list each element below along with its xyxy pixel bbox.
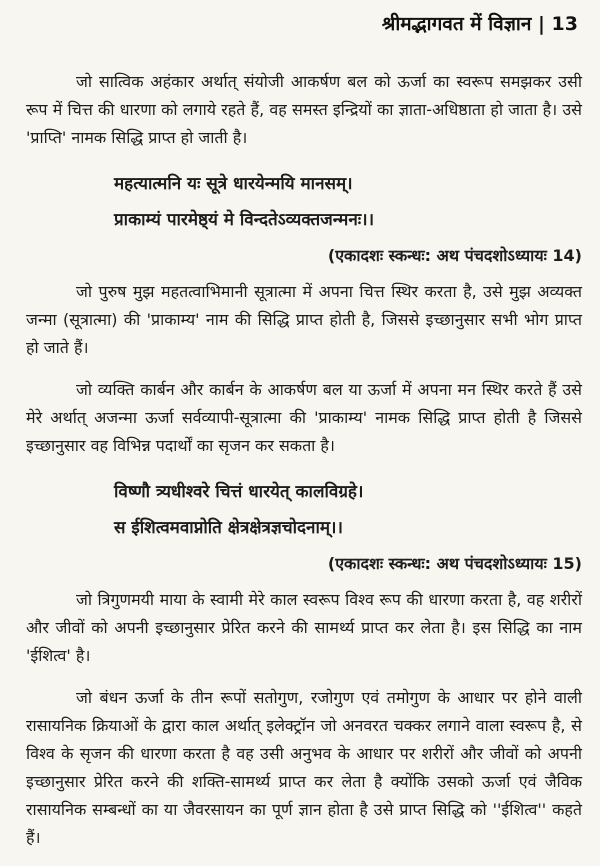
paragraph-bandhan: जो बंधन ऊर्जा के तीन रूपों सतोगुण, रजोगुण एवं तमोगुण के आधार पर होने वाली रासायनिक क्रियाओं के द्वारा काल अर्थात् इलेक्ट्रॉन जो अनवरत चक्कर लगाने वाला स्वरूप है, से विश्व के सृजन की धारणा करता है वह उसी अनुभव के आधार पर शरीरों और जीवों को अपनी इच्छानुसार प्रेरित करने की शक्ति-सामर्थ्य प्राप्त कर लेता है क्योंकि उसको ऊर्जा एवं जैविक रासायनिक सम्बन्धों का या जैवरसायन का पूर्ण ज्ञान होता है उसे प्राप्त सिद्धि को ''ईशित्व'' कहते हैं। <box>26 688 582 847</box>
verse-reference: (एकादशः स्कन्धः: अथ पंचदशोऽध्यायः 14) <box>327 246 582 265</box>
verse-line: महत्यात्मनि यः सूत्रे धारयेन्मयि मानसम्। <box>114 174 353 194</box>
verse-line: स ईशित्वमवाप्नोति क्षेत्रक्षेत्रज्ञचोदनाम्।। <box>114 518 343 538</box>
paragraph-prakamya: जो पुरुष मुझ महतत्वाभिमानी सूत्रात्मा में अपना चित्त स्थिर करता है, उसे मुझ अव्यक्त जन्मा (सूत्रात्मा) की 'प्राकाम्य' नाम की सिद्धि प्राप्त होती है, जिससे इच्छानुसार सभी भोग प्राप्त हो जाते हैं। <box>26 282 582 357</box>
verse-reference: (एकादशः स्कन्धः: अथ पंचदशोऽध्यायः 15) <box>327 554 582 573</box>
running-header: श्रीमद्भागवत में विज्ञान | 13 <box>381 13 578 35</box>
paragraph-ishitva: जो त्रिगुणमयी माया के स्वामी मेरे काल स्वरूप विश्व रूप की धारणा करता है, वह शरीरों और जीवों को अपनी इच्छानुसार प्रेरित करने की सामर्थ्य प्राप्त कर लेता है। इस सिद्धि का नाम 'ईशित्व' है। <box>26 590 582 665</box>
verse-line: विष्णौ त्र्यधीश्वरे चित्तं धारयेत् कालविग्रहे। <box>114 482 364 502</box>
paragraph-prapti: जो सात्विक अहंकार अर्थात् संयोजी आकर्षण बल को ऊर्जा का स्वरूप समझकर उसी रूप में चित्त की धारणा को लगाये रहते हैं, वह समस्त इन्द्रियों का ज्ञाता-अधिष्ठाता हो जाता है। उसे 'प्राप्ति' नामक सिद्धि प्राप्त हो जाती है। <box>26 72 582 147</box>
page-body <box>26 68 582 866</box>
verse-line: प्राकाम्यं पारमेष्ठ्यं मे विन्दतेऽव्यक्तजन्मनः।। <box>114 210 375 230</box>
paragraph-carbon: जो व्यक्ति कार्बन और कार्बन के आकर्षण बल या ऊर्जा में अपना मन स्थिर करते हैं उसे मेरे अर्थात् अजन्मा ऊर्जा सर्वव्यापी-सूत्रात्मा की 'प्राकाम्य' नामक सिद्धि प्राप्त होती है जिससे इच्छानुसार वह विभिन्न पदार्थों का सृजन कर सकता है। <box>26 380 582 455</box>
